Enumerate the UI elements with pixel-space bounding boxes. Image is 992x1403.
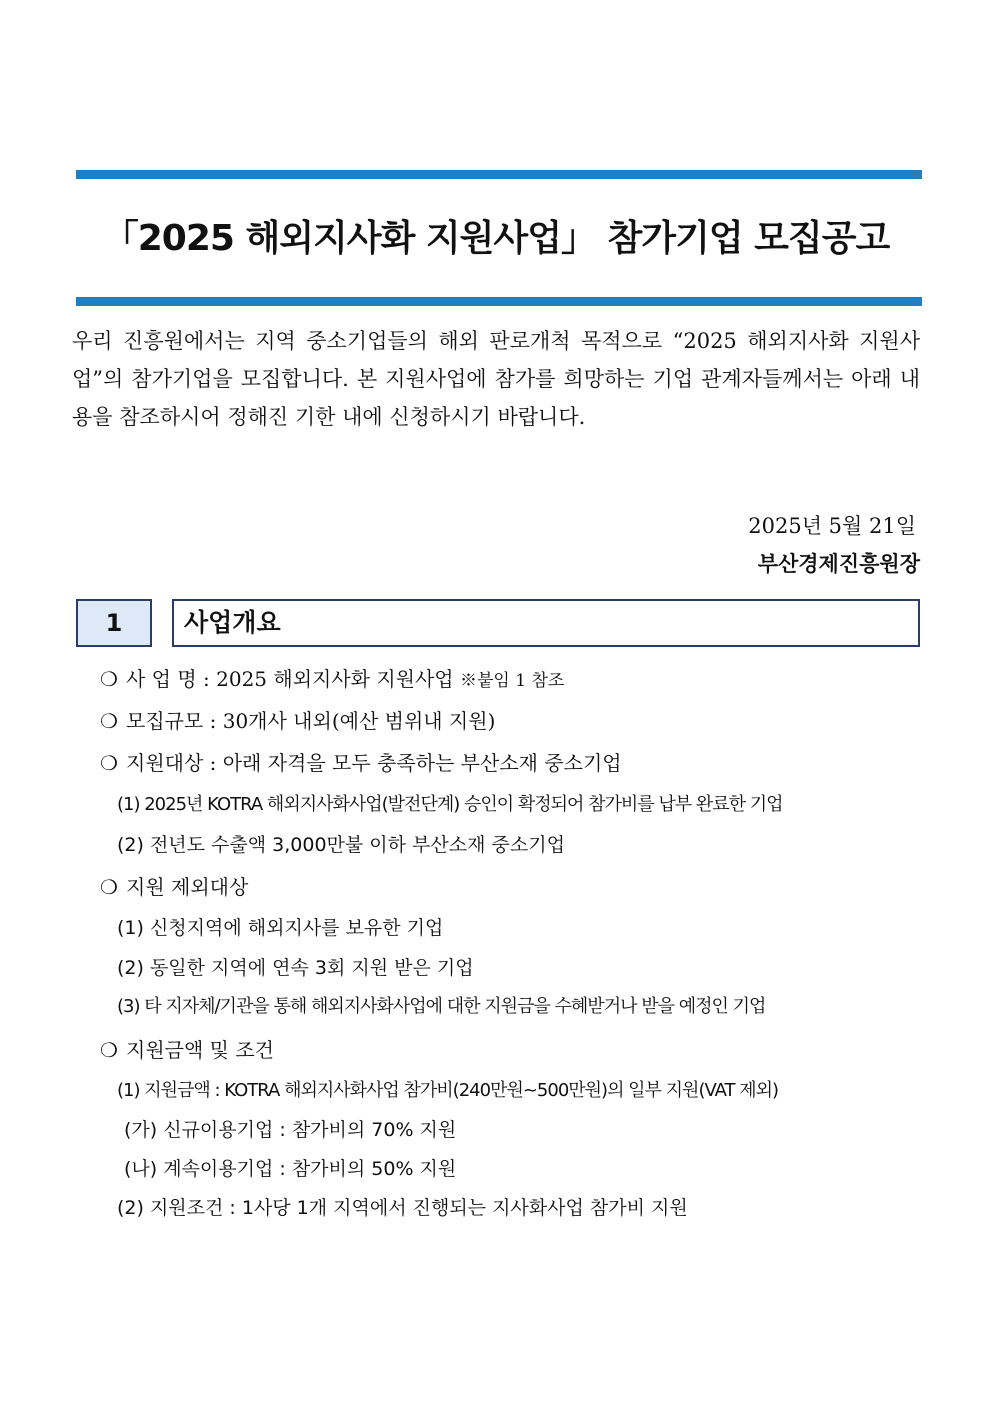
item-exclusion: ❍ 지원 제외대상 bbox=[100, 872, 248, 902]
title-rule-bottom bbox=[76, 297, 922, 306]
support-amount-continuing: (나) 계속이용기업 : 참가비의 50% 지원 bbox=[124, 1158, 457, 1180]
item-support: ❍ 지원금액 및 조건 bbox=[100, 1035, 274, 1065]
exclusion-condition-3: (3) 타 지자체/기관을 통해 해외지사화사업에 대한 지원금을 수혜받거나 받을 예정인 기업 bbox=[117, 996, 766, 1017]
eligibility-condition-2: (2) 전년도 수출액 3,000만불 이하 부산소재 중소기업 bbox=[117, 834, 565, 856]
bullet-icon: ❍ bbox=[100, 709, 118, 733]
title-rule-top bbox=[76, 170, 922, 179]
item-project-name: ❍ 사 업 명 : 2025 해외지사화 지원사업 ※붙임 1 참조 bbox=[100, 664, 564, 696]
page-title: 「2025 해외지사화 지원사업」 참가기업 모집공고 bbox=[102, 218, 890, 259]
section-title: 사업개요 bbox=[172, 599, 920, 647]
support-condition: (2) 지원조건 : 1사당 1개 지역에서 진행되는 지사화사업 참가비 지원 bbox=[117, 1197, 688, 1219]
issuer-name: 부산경제진흥원장 bbox=[757, 551, 920, 576]
support-amount: (1) 지원금액 : KOTRA 해외지사화사업 참가비(240만원~500만원)의 일부 지원(VAT 제외) bbox=[117, 1080, 779, 1101]
intro-paragraph: 우리 진흥원에서는 지역 중소기업들의 해외 판로개척 목적으로 “2025 해외지사화 지원사업”의 참가기업을 모집합니다. 본 지원사업에 참가를 희망하는 기업 관계자들께서는 아래 내용을 참조하시어 정해진 기한 내에 신청하시기 바랍니다. bbox=[72, 329, 920, 429]
exclusion-condition-1: (1) 신청지역에 해외지사를 보유한 기업 bbox=[117, 917, 444, 939]
exclusion-condition-2: (2) 동일한 지역에 연속 3회 지원 받은 기업 bbox=[117, 957, 474, 979]
bullet-icon: ❍ bbox=[100, 667, 118, 691]
bullet-icon: ❍ bbox=[100, 751, 118, 775]
bullet-icon: ❍ bbox=[100, 1038, 118, 1062]
support-amount-new: (가) 신규이용기업 : 참가비의 70% 지원 bbox=[124, 1119, 457, 1141]
bullet-icon: ❍ bbox=[100, 875, 118, 899]
section-number: 1 bbox=[76, 599, 152, 647]
item-eligibility: ❍ 지원대상 : 아래 자격을 모두 충족하는 부산소재 중소기업 bbox=[100, 748, 622, 778]
eligibility-condition-1: (1) 2025년 KOTRA 해외지사화사업(발전단계) 승인이 확정되어 참가비를 납부 완료한 기업 bbox=[117, 794, 783, 815]
project-note: ※붙임 1 참조 bbox=[459, 671, 565, 691]
item-scale: ❍ 모집규모 : 30개사 내외(예산 범위내 지원) bbox=[100, 706, 495, 736]
announcement-date: 2025년 5월 21일 bbox=[748, 514, 916, 538]
